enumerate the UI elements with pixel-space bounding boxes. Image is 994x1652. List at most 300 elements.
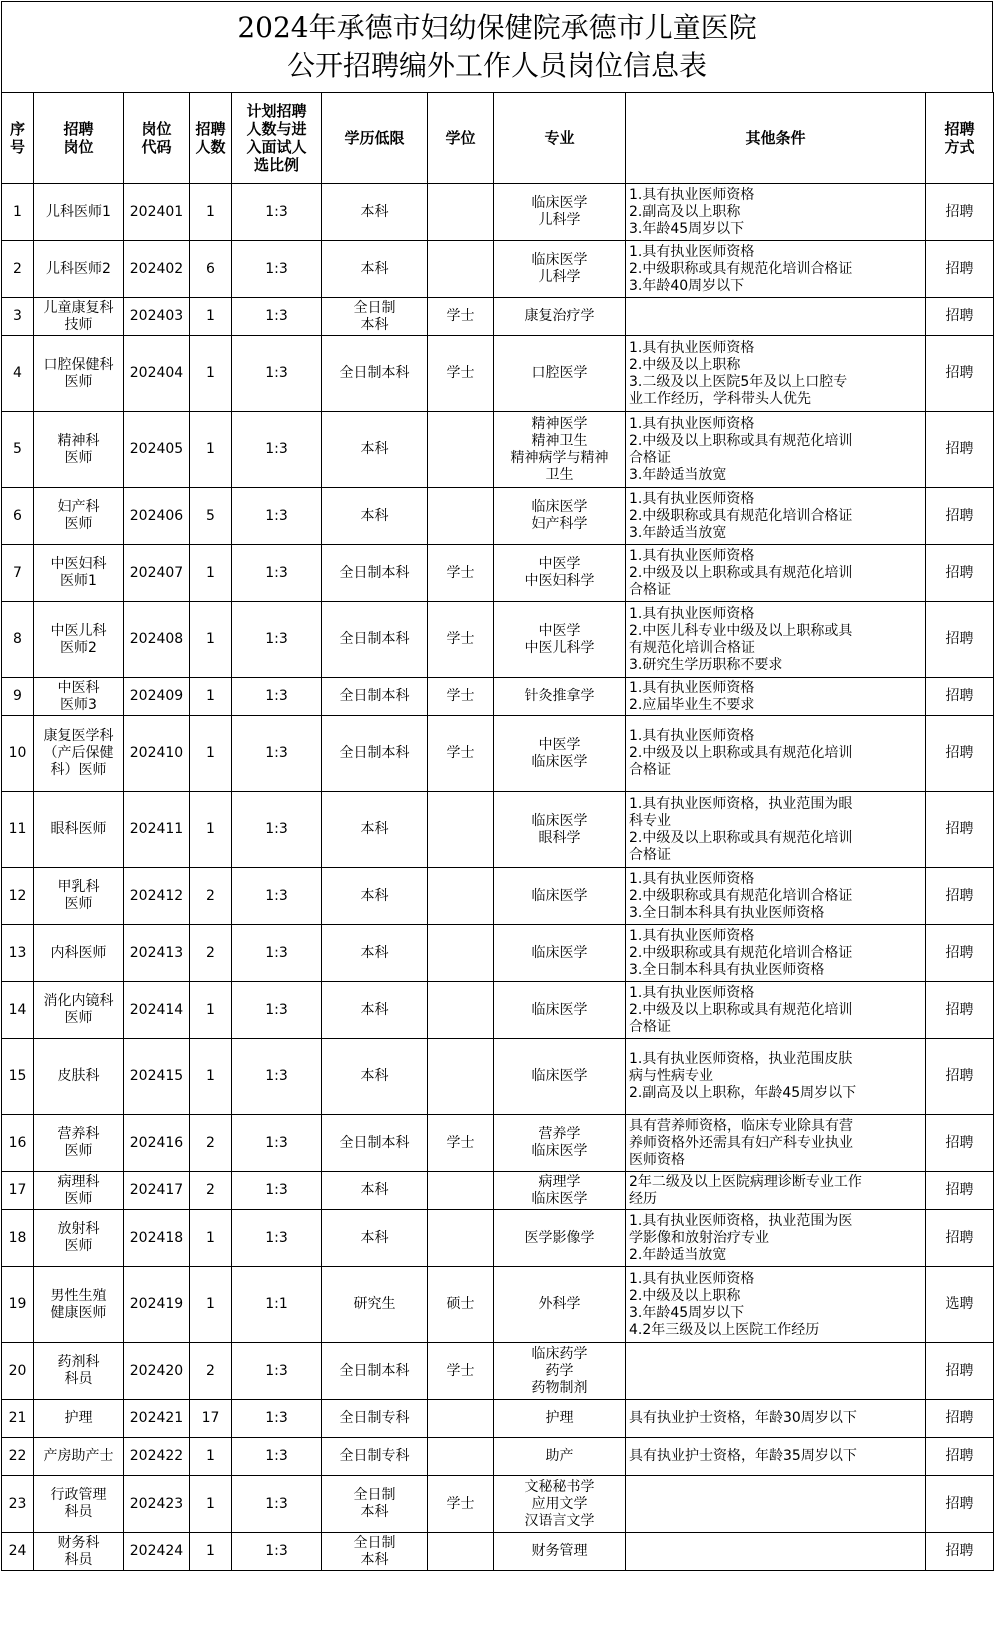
cell-education-line: 全日制本科: [339, 745, 410, 761]
cell-conditions-line: 2.中级及以上职称或具有规范化培训: [629, 564, 853, 581]
cell-education-line: 全日制专科: [339, 1448, 410, 1464]
cell-post: [34, 1115, 124, 1172]
cell-major-line: 护理: [545, 1410, 574, 1426]
cell-method: 招聘: [926, 336, 994, 412]
cell-post-line: 儿童康复科: [43, 299, 114, 316]
cell-ratio: 1:3: [232, 1210, 322, 1267]
cell-education-line: 本科: [360, 1068, 389, 1084]
cell-post: [34, 982, 124, 1039]
table-row: [2, 1438, 994, 1476]
cell-post-line: 营养科: [57, 1126, 100, 1142]
cell-post: [34, 1172, 124, 1210]
cell-post: [34, 1210, 124, 1267]
cell-no: 11: [2, 792, 34, 868]
cell-no: 9: [2, 678, 34, 716]
cell-post: [34, 488, 124, 545]
cell-conditions-line: 1.具有执业医师资格: [629, 490, 755, 507]
header-code-line: 岗位: [141, 120, 172, 138]
table-row: [2, 716, 994, 792]
cell-major-line: 财务管理: [531, 1543, 588, 1559]
cell-education-line: 本科: [360, 821, 389, 837]
cell-method: 招聘: [926, 602, 994, 678]
cell-ratio: 1:3: [232, 1476, 322, 1533]
cell-no: 21: [2, 1400, 34, 1438]
cell-conditions: [626, 336, 926, 412]
cell-degree: [428, 1533, 494, 1571]
cell-major-line: 临床医学: [531, 1001, 588, 1018]
cell-conditions-line: 科专业: [629, 812, 671, 829]
cell-method: 招聘: [926, 982, 994, 1039]
cell-post-line: 中医科: [57, 679, 100, 696]
cell-method: 招聘: [926, 1438, 994, 1476]
cell-code: 202424: [124, 1533, 190, 1571]
cell-conditions: [626, 1533, 926, 1571]
cell-post-line: （产后保健: [43, 745, 114, 761]
cell-post-line: 中医妇科: [50, 556, 107, 572]
cell-count: 2: [190, 1343, 232, 1400]
header-code: [124, 93, 190, 184]
cell-count: 1: [190, 1039, 232, 1115]
cell-conditions-line: 3.全日制本科具有执业医师资格: [629, 961, 825, 978]
cell-major-line: 妇产科学: [531, 516, 588, 532]
cell-education-line: 全日制专科: [339, 1410, 410, 1426]
cell-post-line: 妇产科: [57, 499, 100, 515]
cell-education: [322, 488, 428, 545]
table-row: [2, 241, 994, 298]
cell-conditions-line: 合格证: [629, 581, 671, 598]
cell-conditions: [626, 298, 926, 336]
cell-conditions: [626, 1172, 926, 1210]
cell-major: [494, 1533, 626, 1571]
cell-education-line: 全日制本科: [339, 631, 410, 647]
cell-major-line: 病理学: [538, 1173, 581, 1190]
cell-education-line: 全日制: [353, 1534, 396, 1551]
cell-count: 6: [190, 241, 232, 298]
cell-education-line: 本科: [360, 507, 389, 524]
cell-education: [322, 1533, 428, 1571]
table-row: [2, 678, 994, 716]
cell-ratio: 1:3: [232, 678, 322, 716]
table-row: [2, 602, 994, 678]
cell-post-line: 医师: [64, 449, 93, 466]
cell-major-line: 儿科学: [538, 212, 581, 228]
cell-code: 202408: [124, 602, 190, 678]
cell-code: 202415: [124, 1039, 190, 1115]
cell-major-line: 临床医学: [531, 252, 588, 268]
cell-method: 招聘: [926, 545, 994, 602]
cell-code: 202407: [124, 545, 190, 602]
cell-degree: [428, 488, 494, 545]
cell-post-line: 医师1: [60, 573, 97, 589]
cell-count: 1: [190, 678, 232, 716]
cell-conditions-line: 1.具有执业医师资格: [629, 728, 755, 744]
cell-major-line: 临床医学: [531, 753, 588, 770]
cell-method: 招聘: [926, 1172, 994, 1210]
cell-conditions-line: 3.全日制本科具有执业医师资格: [629, 904, 825, 921]
cell-degree: 学士: [428, 336, 494, 412]
cell-major-line: 眼科学: [538, 829, 581, 846]
cell-major-line: 口腔医学: [531, 365, 588, 381]
cell-degree: [428, 868, 494, 925]
cell-post: [34, 545, 124, 602]
cell-ratio: 1:3: [232, 1533, 322, 1571]
cell-ratio: 1:3: [232, 412, 322, 488]
table-row: [2, 184, 994, 241]
header-method-line: 方式: [944, 138, 975, 156]
cell-major-line: 儿科学: [538, 269, 581, 285]
cell-major-line: 卫生: [545, 466, 574, 483]
cell-education: [322, 1343, 428, 1400]
cell-degree: [428, 412, 494, 488]
table-row: [2, 1343, 994, 1400]
cell-method: 选聘: [926, 1267, 994, 1343]
cell-conditions-line: 具有执业护士资格，年龄30周岁以下: [629, 1410, 857, 1426]
cell-post-line: 医师: [64, 1143, 93, 1159]
cell-major: [494, 412, 626, 488]
header-ratio-line: 入面试人: [246, 138, 307, 156]
cell-education-line: 本科: [360, 1551, 389, 1568]
cell-education-line: 本科: [360, 1229, 389, 1246]
cell-conditions-line: 1.具有执业医师资格，执业范围为医: [629, 1212, 853, 1229]
cell-education-line: 本科: [360, 203, 389, 220]
cell-ratio: 1:3: [232, 241, 322, 298]
cell-code: 202414: [124, 982, 190, 1039]
cell-post-line: 医师: [64, 1238, 93, 1254]
cell-conditions: [626, 1115, 926, 1172]
header-row: [2, 93, 994, 184]
cell-no: 10: [2, 716, 34, 792]
cell-method: 招聘: [926, 184, 994, 241]
cell-post-line: 精神科: [57, 432, 100, 449]
cell-major-line: 汉语言文学: [524, 1512, 595, 1529]
cell-count: 1: [190, 1533, 232, 1571]
cell-post: [34, 298, 124, 336]
cell-education-line: 全日制本科: [339, 365, 410, 381]
cell-conditions-line: 2.中级职称或具有规范化培训合格证: [629, 507, 853, 524]
cell-ratio: 1:3: [232, 1400, 322, 1438]
cell-count: 1: [190, 716, 232, 792]
table-row: [2, 868, 994, 925]
cell-degree: 学士: [428, 545, 494, 602]
cell-conditions-line: 2.中级及以上职称或具有规范化培训: [629, 745, 853, 761]
header-no: [2, 93, 34, 184]
cell-post: [34, 1400, 124, 1438]
cell-degree: [428, 982, 494, 1039]
table-row: [2, 792, 994, 868]
cell-education-line: 本科: [360, 316, 389, 333]
cell-degree: [428, 1438, 494, 1476]
cell-count: 1: [190, 602, 232, 678]
cell-education: [322, 602, 428, 678]
cell-code: 202417: [124, 1172, 190, 1210]
cell-conditions-line: 1.具有执业医师资格: [629, 679, 755, 696]
cell-conditions: [626, 792, 926, 868]
cell-post-line: 科员: [64, 1504, 93, 1520]
header-ratio-line: 选比例: [253, 156, 299, 174]
cell-degree: 学士: [428, 298, 494, 336]
cell-count: 5: [190, 488, 232, 545]
cell-post: [34, 1476, 124, 1533]
cell-no: 14: [2, 982, 34, 1039]
cell-education-line: 全日制本科: [339, 1362, 410, 1379]
cell-conditions-line: 2.中级及以上职称: [629, 1287, 741, 1304]
cell-post-line: 眼科医师: [50, 821, 107, 837]
cell-education: [322, 545, 428, 602]
cell-post-line: 技师: [64, 316, 93, 333]
cell-major-line: 临床医学: [531, 944, 588, 961]
cell-education: [322, 678, 428, 716]
cell-code: 202405: [124, 412, 190, 488]
cell-ratio: 1:3: [232, 1438, 322, 1476]
cell-post: [34, 792, 124, 868]
cell-conditions-line: 1.具有执业医师资格，执业范围为眼: [629, 795, 853, 812]
cell-education: [322, 336, 428, 412]
cell-conditions: [626, 412, 926, 488]
cell-conditions: [626, 1438, 926, 1476]
header-count-line: 人数: [195, 138, 226, 156]
cell-post-line: 产房助产士: [43, 1448, 114, 1464]
table-row: [2, 488, 994, 545]
cell-conditions-line: 1.具有执业医师资格: [629, 415, 755, 432]
cell-major-line: 药物制剂: [531, 1379, 588, 1396]
cell-no: 7: [2, 545, 34, 602]
cell-conditions: [626, 602, 926, 678]
cell-ratio: 1:3: [232, 488, 322, 545]
cell-conditions: [626, 678, 926, 716]
cell-major: [494, 925, 626, 982]
cell-major-line: 临床医学: [531, 1143, 588, 1159]
cell-post: [34, 868, 124, 925]
cell-count: 1: [190, 298, 232, 336]
cell-count: 1: [190, 1210, 232, 1267]
cell-education: [322, 412, 428, 488]
cell-conditions: [626, 1400, 926, 1438]
cell-education: [322, 1115, 428, 1172]
cell-conditions-line: 具有营养师资格，临床专业除具有营: [629, 1117, 853, 1134]
cell-education: [322, 1039, 428, 1115]
cell-count: 1: [190, 1476, 232, 1533]
header-ratio-line: 计划招聘: [246, 102, 307, 120]
cell-ratio: 1:3: [232, 1172, 322, 1210]
cell-post-line: 财务科: [57, 1534, 100, 1551]
cell-method: 招聘: [926, 1039, 994, 1115]
header-count: [190, 93, 232, 184]
cell-count: 1: [190, 412, 232, 488]
cell-post: [34, 602, 124, 678]
cell-degree: [428, 1210, 494, 1267]
cell-conditions-line: 病与性病专业: [629, 1068, 713, 1084]
cell-degree: 学士: [428, 1476, 494, 1533]
cell-degree: 学士: [428, 1115, 494, 1172]
cell-no: 20: [2, 1343, 34, 1400]
cell-post: [34, 184, 124, 241]
cell-count: 1: [190, 184, 232, 241]
cell-education-line: 本科: [360, 944, 389, 961]
cell-major-line: 临床医学: [531, 1190, 588, 1207]
cell-major-line: 临床医学: [531, 812, 588, 829]
cell-conditions-line: 2.副高及以上职称: [629, 203, 741, 220]
cell-method: 招聘: [926, 678, 994, 716]
cell-degree: [428, 184, 494, 241]
cell-major-line: 助产: [545, 1448, 574, 1464]
cell-degree: 学士: [428, 678, 494, 716]
cell-conditions: [626, 982, 926, 1039]
cell-ratio: 1:3: [232, 716, 322, 792]
cell-post-line: 科员: [64, 1551, 93, 1568]
cell-ratio: 1:3: [232, 184, 322, 241]
header-degree: [428, 93, 494, 184]
cell-conditions-line: 3.二级及以上医院5年及以上口腔专: [629, 373, 848, 390]
cell-ratio: 1:3: [232, 792, 322, 868]
cell-conditions-line: 2年二级及以上医院病理诊断专业工作: [629, 1173, 862, 1190]
cell-major: [494, 545, 626, 602]
cell-count: 2: [190, 1115, 232, 1172]
cell-conditions-line: 业工作经历，学科带头人优先: [629, 390, 811, 407]
cell-education: [322, 1438, 428, 1476]
cell-conditions-line: 2.中医儿科专业中级及以上职称或具: [629, 622, 853, 639]
cell-education-line: 全日制本科: [339, 1134, 410, 1151]
cell-major: [494, 602, 626, 678]
table-row: [2, 1115, 994, 1172]
cell-conditions-line: 2.中级职称或具有规范化培训合格证: [629, 887, 853, 904]
cell-post-line: 医师: [64, 373, 93, 390]
cell-major-line: 临床医学: [531, 887, 588, 904]
cell-conditions: [626, 184, 926, 241]
cell-no: 4: [2, 336, 34, 412]
cell-conditions-line: 4.2年三级及以上医院工作经历: [629, 1321, 820, 1338]
cell-major-line: 临床药学: [531, 1345, 588, 1362]
cell-conditions-line: 3.年龄适当放宽: [629, 466, 727, 483]
cell-post-line: 口腔保健科: [43, 356, 114, 373]
cell-post: [34, 1039, 124, 1115]
cell-method: 招聘: [926, 1400, 994, 1438]
cell-conditions: [626, 1476, 926, 1533]
cell-no: 13: [2, 925, 34, 982]
header-degree-line: 学位: [445, 129, 476, 147]
cell-count: 1: [190, 336, 232, 412]
cell-major: [494, 982, 626, 1039]
cell-no: 6: [2, 488, 34, 545]
cell-conditions: [626, 545, 926, 602]
cell-code: 202410: [124, 716, 190, 792]
cell-post-line: 医师: [64, 516, 93, 532]
cell-conditions-line: 1.具有执业医师资格: [629, 927, 755, 944]
cell-education-line: 本科: [360, 1001, 389, 1018]
cell-major-line: 临床医学: [531, 499, 588, 515]
cell-major: [494, 1400, 626, 1438]
cell-conditions-line: 合格证: [629, 846, 671, 863]
cell-code: 202402: [124, 241, 190, 298]
title-line-2: 公开招聘编外工作人员岗位信息表: [286, 49, 707, 82]
table-row: [2, 1172, 994, 1210]
cell-conditions-line: 经历: [629, 1190, 657, 1207]
cell-post-line: 药剂科: [57, 1354, 100, 1370]
cell-count: 1: [190, 792, 232, 868]
cell-conditions-line: 3.年龄适当放宽: [629, 524, 727, 541]
cell-major-line: 针灸推拿学: [524, 688, 595, 704]
cell-count: 1: [190, 545, 232, 602]
cell-conditions-line: 2.应届毕业生不要求: [629, 696, 755, 713]
cell-post-line: 消化内镜科: [43, 993, 114, 1009]
cell-code: 202421: [124, 1400, 190, 1438]
cell-conditions: [626, 241, 926, 298]
cell-major-line: 临床医学: [531, 1068, 588, 1084]
cell-post-line: 护理: [64, 1410, 93, 1426]
table-body: [2, 184, 994, 1571]
cell-major: [494, 792, 626, 868]
cell-degree: [428, 792, 494, 868]
cell-degree: [428, 241, 494, 298]
cell-major: [494, 716, 626, 792]
cell-conditions-line: 具有执业护士资格，年龄35周岁以下: [629, 1448, 857, 1464]
cell-post: [34, 241, 124, 298]
cell-major-line: 中医学: [538, 622, 581, 639]
cell-education-line: 本科: [360, 441, 389, 457]
cell-major: [494, 298, 626, 336]
cell-count: 2: [190, 868, 232, 925]
cell-major-line: 医学影像学: [524, 1229, 595, 1246]
cell-major-line: 中医妇科学: [524, 573, 595, 589]
cell-conditions: [626, 868, 926, 925]
table-row: [2, 1039, 994, 1115]
cell-post-line: 内科医师: [50, 944, 107, 961]
cell-post-line: 放射科: [57, 1221, 100, 1237]
cell-major: [494, 1210, 626, 1267]
cell-conditions-line: 1.具有执业医师资格: [629, 186, 755, 203]
table-row: [2, 336, 994, 412]
table-row: [2, 1267, 994, 1343]
table-row: [2, 925, 994, 982]
cell-no: 5: [2, 412, 34, 488]
cell-conditions-line: 2.中级及以上职称或具有规范化培训: [629, 1001, 853, 1018]
cell-conditions-line: 1.具有执业医师资格: [629, 547, 755, 564]
cell-education-line: 本科: [360, 260, 389, 277]
cell-conditions-line: 1.具有执业医师资格: [629, 870, 755, 887]
cell-conditions-line: 2.年龄适当放宽: [629, 1246, 727, 1263]
sheet-title: [1, 1, 993, 92]
cell-post: [34, 716, 124, 792]
cell-education: [322, 1476, 428, 1533]
cell-method: 招聘: [926, 716, 994, 792]
cell-post: [34, 412, 124, 488]
cell-ratio: 1:3: [232, 1343, 322, 1400]
cell-ratio: 1:3: [232, 602, 322, 678]
cell-degree: 学士: [428, 1343, 494, 1400]
cell-no: 15: [2, 1039, 34, 1115]
cell-education-line: 全日制: [353, 1487, 396, 1503]
cell-conditions: [626, 716, 926, 792]
cell-conditions-line: 1.具有执业医师资格，执业范围皮肤: [629, 1051, 853, 1067]
cell-post: [34, 336, 124, 412]
cell-post-line: 医师: [64, 1190, 93, 1207]
cell-method: 招聘: [926, 925, 994, 982]
cell-education-line: 本科: [360, 887, 389, 904]
cell-major-line: 中医学: [538, 556, 581, 572]
cell-code: 202412: [124, 868, 190, 925]
cell-post-line: 皮肤科: [57, 1068, 100, 1084]
cell-post-line: 儿科医师1: [46, 203, 111, 220]
header-no-line: 序: [9, 120, 25, 138]
cell-education: [322, 792, 428, 868]
header-education: [322, 93, 428, 184]
cell-no: 16: [2, 1115, 34, 1172]
cell-code: 202422: [124, 1438, 190, 1476]
cell-conditions-line: 有规范化培训合格证: [629, 639, 755, 656]
cell-conditions-line: 合格证: [629, 762, 671, 778]
cell-code: 202411: [124, 792, 190, 868]
cell-major-line: 中医学: [538, 736, 581, 753]
cell-no: 8: [2, 602, 34, 678]
